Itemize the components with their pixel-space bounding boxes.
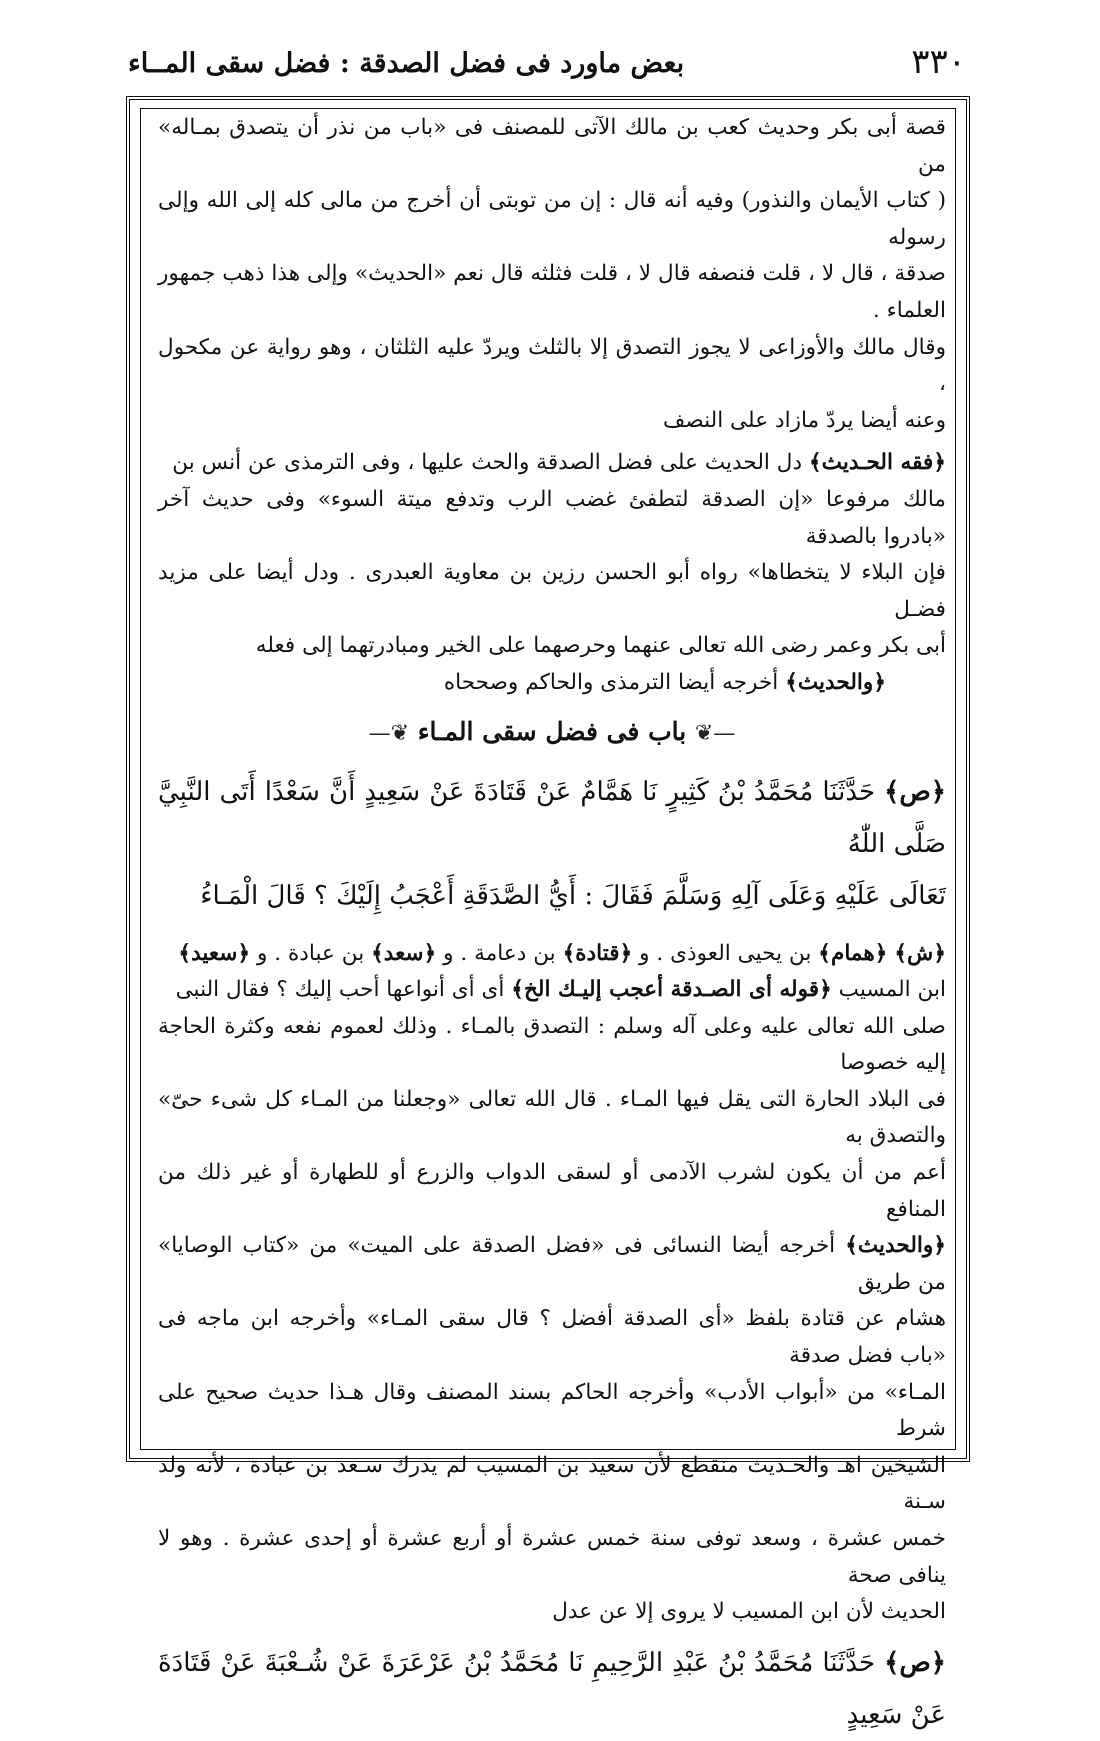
line-text: ﴿ همام ﴾ بن يحيى العوذى . و ﴿ قتادة ﴾ بن دعامة . و ﴿ سعد ﴾ بن عبادة . و ﴿ سعيد ﴾ xyxy=(178,941,887,966)
text-line: وعنه أيضا يردّ مازاد على النصف xyxy=(663,407,946,433)
text-line: هشام عن قتادة بلفظ «أى الصدقة أفضل ؟ قال سقى المـاء» وأخرجه ابن ماجه فى «باب فضل صدقة xyxy=(158,1306,946,1369)
sad-tag: ﴿ ص ﴾ xyxy=(884,777,946,807)
inline-tag: ﴿ همام ﴾ xyxy=(818,941,887,966)
inline-tag: ﴿ قوله أى الصـدقة أعجب إليـك الخ ﴾ xyxy=(511,977,831,1002)
inline-tag: ﴿ قتادة ﴾ xyxy=(563,941,633,966)
text-line: تَعَالَى عَلَيْهِ وَعَلَى آلِهِ وَسَلَّمَ فَقَالَ : أَيُّ الصَّدَقَةِ أَعْجَبُ إِلَيْكَ ؟ قَالَ الْمَـاءُ xyxy=(200,880,946,911)
line-text: حَدَّثَنَا مُحَمَّدُ بْنُ عَبْدِ الرَّحِيمِ نَا مُحَمَّدُ بْنُ عَرْعَرَةَ عَنْ شُـعْبَةَ عَنْ قَتَادَةَ عَنْ سَعِيدٍ xyxy=(158,1647,946,1730)
ornament-left: ❦— xyxy=(368,720,410,746)
text-line: قصة أبى بكر وحديث كعب بن مالك الآتى للمصنف فى «باب من نذر أن يتصدق بمـاله» من xyxy=(158,115,946,177)
text-line: أعم من أن يكون لشرب الآدمى أو لسقى الدواب والزرع أو للطهارة أو غير ذلك من المنافع xyxy=(158,1160,946,1222)
running-title: بعض ماورد فى فضل الصدقة : فضل سقى المــاء xyxy=(128,48,685,79)
section-tag: ﴿ والحديث ﴾ xyxy=(785,670,886,695)
text-line xyxy=(158,766,946,870)
text-line: الشيخين اهـ والحـديث منقطع لأن سعيد بن المسيب لم يدرك سـعد بن عبادة ، لأنه ولد سـنة xyxy=(158,1452,946,1515)
chapter-heading xyxy=(158,710,946,756)
line-text: حَدَّثَنَا مُحَمَّدُ بْنُ كَثِيرٍ نَا هَمَّامٌ عَنْ قَتَادَةَ عَنْ سَعِيدٍ أَنَّ سَعْدًا أَتَى النَّبِيَّ صَلَّى اللّٰهُ xyxy=(158,776,946,859)
line-text: أخرجه أيضا الترمذى والحاكم وصححاه xyxy=(443,669,779,695)
section-tag: ﴿ فقه الحـديث ﴾ xyxy=(809,450,946,475)
text-line: فإن البلاء لا يتخطاها» رواه أبو الحسن رزين بن معاوية العبدرى . ودل أيضا على مزيد فضـل xyxy=(158,560,946,622)
section-tag: ﴿ والحديث ﴾ xyxy=(845,1233,946,1258)
line-text: أخرجه أيضا النسائى فى «فضل الصدقة على الميت» من «كتاب الوصايا» من طريق xyxy=(158,1233,946,1295)
text-line xyxy=(158,1228,946,1301)
line-text: دل الحديث على فضل الصدقة والحث عليها ، وفى الترمذى عن أنس بن xyxy=(172,450,803,476)
text-line: الحديث لأن ابن المسيب لا يروى إلا عن عدل xyxy=(552,1599,946,1625)
text-line: وقال مالك والأوزاعى لا يجوز التصدق إلا بالثلث ويردّ عليه الثلثان ، وهو رواية عن مكحول ، xyxy=(158,334,946,397)
sharh-paragraph xyxy=(158,936,946,1229)
takhrij-paragraph xyxy=(158,1228,946,1631)
ornament-right: —❦ xyxy=(694,720,736,746)
text-line: مالك مرفوعا «إن الصدقة لتطفئ غضب الرب وتدفع ميتة السوء» وفى حديث آخر «بادروا بالصدقة xyxy=(158,486,946,549)
inline-tag: ﴿ سعد ﴾ xyxy=(371,941,436,966)
paragraph-takhrij-1 xyxy=(158,665,946,702)
text-line: أبى بكر وعمر رضى الله تعالى عنهما وحرصهما على الخير ومبادرتهما إلى فعله xyxy=(255,633,946,659)
text-line: ابن المسيب ﴿ قوله أى الصـدقة أعجب إليـك الخ ﴾ أى أى أنواعها أحب إليك ؟ فقال النبى xyxy=(158,972,946,1009)
page-header xyxy=(128,38,966,88)
paragraph-fiqh-al-hadith xyxy=(158,445,946,665)
chapter-title: باب فى فضل سقى المـاء xyxy=(417,716,687,746)
text-line xyxy=(158,665,886,702)
text-line: صلى الله تعالى عليه وعلى آله وسلم : التصدق بالمـاء . وذلك لعموم نفعه وكثرة الحاجة إليه خصوصا xyxy=(158,1013,946,1076)
paragraph-sadaqa-intro xyxy=(158,110,946,439)
hadith-matn-1 xyxy=(158,766,946,922)
hadith-matn-2 xyxy=(158,1637,946,1741)
sad-tag: ﴿ ص ﴾ xyxy=(884,1648,946,1678)
text-line: خمس عشرة ، وسعد توفى سنة خمس عشرة أو أربع عشرة أو إحدى عشرة . وهو لا ينافى صحة xyxy=(158,1526,946,1588)
text-line: المـاء» من «أبواب الأدب» وأخرجه الحاكم بسند المصنف وقال هـذا حديث صحيح على شرط xyxy=(158,1379,946,1442)
page-number: ٣٣٠ xyxy=(911,42,966,82)
text-line: فى البلاد الحارة التى يقل فيها المـاء . قال الله تعالى «وجعلنا من المـاء كل شىء حىّ» والتصدق به xyxy=(158,1086,946,1149)
page-body xyxy=(158,110,946,1741)
text-line xyxy=(158,445,946,482)
shin-tag: ﴿ ش ﴾ xyxy=(894,941,946,966)
inline-tag: ﴿ سعيد ﴾ xyxy=(178,941,250,966)
text-line xyxy=(158,936,946,973)
text-line: ( كتاب الأيمان والنذور) وفيه أنه قال : إن من توبتى أن أخرج من مالى كله إلى الله وإلى رسوله xyxy=(158,188,946,250)
text-line: صدقة ، قال لا ، قلت فنصفه قال لا ، قلت فثلثه قال نعم «الحديث» وإلى هذا ذهب جمهور العلماء . xyxy=(158,261,946,323)
text-line xyxy=(158,1637,946,1741)
